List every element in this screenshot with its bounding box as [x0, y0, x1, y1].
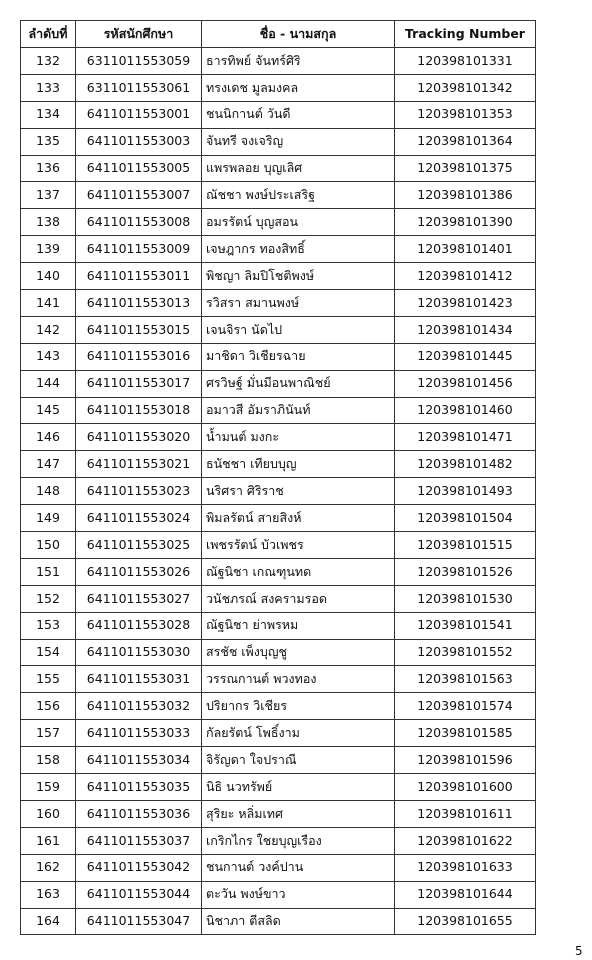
cell-name: พิมลรัตน์ สายสิงห์ — [202, 505, 395, 532]
cell-name: แพรพลอย บุญเลิศ — [202, 155, 395, 182]
cell-tracking: 120398101331 — [395, 48, 536, 75]
table-row — [21, 612, 536, 639]
cell-tracking: 120398101515 — [395, 532, 536, 559]
cell-tracking: 120398101493 — [395, 478, 536, 505]
cell-name: เกริกไกร ใชยบุญเรือง — [202, 827, 395, 854]
table-row — [21, 101, 536, 128]
cell-tracking: 120398101622 — [395, 827, 536, 854]
cell-no: 160 — [21, 800, 76, 827]
cell-name: กัลยรัตน์ โพธิ์งาม — [202, 720, 395, 747]
table-row — [21, 908, 536, 935]
header-student-id: รหัสนักศึกษา — [76, 21, 202, 48]
table-row — [21, 451, 536, 478]
cell-tracking: 120398101504 — [395, 505, 536, 532]
cell-student-id: 6411011553007 — [76, 182, 202, 209]
table-row — [21, 263, 536, 290]
table-header — [21, 21, 536, 48]
cell-tracking: 120398101526 — [395, 558, 536, 585]
table-row — [21, 128, 536, 155]
cell-no: 162 — [21, 854, 76, 881]
cell-tracking: 120398101434 — [395, 316, 536, 343]
cell-no: 159 — [21, 774, 76, 801]
cell-tracking: 120398101364 — [395, 128, 536, 155]
cell-student-id: 6411011553036 — [76, 800, 202, 827]
table-body — [21, 48, 536, 935]
cell-student-id: 6411011553008 — [76, 209, 202, 236]
cell-tracking: 120398101423 — [395, 290, 536, 317]
cell-name: ปริยากร วิเชียร — [202, 693, 395, 720]
cell-tracking: 120398101342 — [395, 74, 536, 101]
table-row — [21, 155, 536, 182]
table-row — [21, 478, 536, 505]
cell-student-id: 6411011553009 — [76, 236, 202, 263]
cell-tracking: 120398101401 — [395, 236, 536, 263]
cell-no: 150 — [21, 532, 76, 559]
cell-student-id: 6311011553059 — [76, 48, 202, 75]
cell-student-id: 6411011553015 — [76, 316, 202, 343]
table-row — [21, 720, 536, 747]
cell-tracking: 120398101445 — [395, 343, 536, 370]
cell-name: ชนนิกานต์ วันดี — [202, 101, 395, 128]
cell-no: 157 — [21, 720, 76, 747]
table-row — [21, 854, 536, 881]
cell-name: ธารทิพย์ จันทร์ศิริ — [202, 48, 395, 75]
cell-name: เจษฎากร ทองสิทธิ์ — [202, 236, 395, 263]
cell-student-id: 6411011553018 — [76, 397, 202, 424]
table-row — [21, 558, 536, 585]
cell-no: 163 — [21, 881, 76, 908]
cell-student-id: 6411011553024 — [76, 505, 202, 532]
cell-name: วรรณกานต์ พวงทอง — [202, 666, 395, 693]
cell-no: 144 — [21, 370, 76, 397]
cell-no: 151 — [21, 558, 76, 585]
cell-name: ตะวัน พงษ์ขาว — [202, 881, 395, 908]
header-row — [21, 21, 536, 48]
table-row — [21, 343, 536, 370]
cell-student-id: 6311011553061 — [76, 74, 202, 101]
cell-student-id: 6411011553027 — [76, 585, 202, 612]
cell-student-id: 6411011553005 — [76, 155, 202, 182]
cell-no: 132 — [21, 48, 76, 75]
cell-name: นริศรา ศิริราช — [202, 478, 395, 505]
table-row — [21, 693, 536, 720]
cell-name: น้ำมนต์ มงกะ — [202, 424, 395, 451]
cell-tracking: 120398101386 — [395, 182, 536, 209]
cell-no: 143 — [21, 343, 76, 370]
table-row — [21, 774, 536, 801]
cell-student-id: 6411011553011 — [76, 263, 202, 290]
cell-tracking: 120398101390 — [395, 209, 536, 236]
document-sheet — [20, 20, 535, 935]
cell-student-id: 6411011553021 — [76, 451, 202, 478]
cell-no: 136 — [21, 155, 76, 182]
table-row — [21, 666, 536, 693]
cell-name: จันทรี จงเจริญ — [202, 128, 395, 155]
cell-no: 164 — [21, 908, 76, 935]
table-row — [21, 209, 536, 236]
cell-name: จิรัญดา ใจปราณี — [202, 747, 395, 774]
cell-student-id: 6411011553037 — [76, 827, 202, 854]
cell-student-id: 6411011553030 — [76, 639, 202, 666]
cell-student-id: 6411011553032 — [76, 693, 202, 720]
cell-tracking: 120398101541 — [395, 612, 536, 639]
cell-no: 156 — [21, 693, 76, 720]
table-row — [21, 800, 536, 827]
table-row — [21, 639, 536, 666]
table-row — [21, 747, 536, 774]
cell-tracking: 120398101611 — [395, 800, 536, 827]
cell-student-id: 6411011553001 — [76, 101, 202, 128]
cell-name: พิชญา ลิมปิโชติพงษ์ — [202, 263, 395, 290]
cell-name: สรชัช เพ็งบุญชู — [202, 639, 395, 666]
cell-name: สุริยะ หลิ่มเทศ — [202, 800, 395, 827]
cell-name: ทรงเดช มูลมงคล — [202, 74, 395, 101]
table-row — [21, 370, 536, 397]
cell-student-id: 6411011553047 — [76, 908, 202, 935]
cell-student-id: 6411011553042 — [76, 854, 202, 881]
table-row — [21, 532, 536, 559]
cell-no: 146 — [21, 424, 76, 451]
cell-no: 133 — [21, 74, 76, 101]
cell-tracking: 120398101644 — [395, 881, 536, 908]
cell-name: ชนกานต์ วงค์ปาน — [202, 854, 395, 881]
header-name: ชื่อ - นามสกุล — [202, 21, 395, 48]
table-row — [21, 424, 536, 451]
cell-name: ณัฐนิชา ย่าพรหม — [202, 612, 395, 639]
table-row — [21, 236, 536, 263]
cell-no: 142 — [21, 316, 76, 343]
cell-tracking: 120398101375 — [395, 155, 536, 182]
cell-no: 148 — [21, 478, 76, 505]
cell-no: 141 — [21, 290, 76, 317]
cell-tracking: 120398101585 — [395, 720, 536, 747]
cell-name: อมรรัตน์ บุญสอน — [202, 209, 395, 236]
cell-no: 154 — [21, 639, 76, 666]
cell-name: นิชาภา ตีสลิด — [202, 908, 395, 935]
cell-no: 135 — [21, 128, 76, 155]
table-row — [21, 48, 536, 75]
cell-name: วนัชภรณ์ สงครามรอด — [202, 585, 395, 612]
table-row — [21, 290, 536, 317]
cell-student-id: 6411011553026 — [76, 558, 202, 585]
cell-no: 140 — [21, 263, 76, 290]
cell-tracking: 120398101471 — [395, 424, 536, 451]
cell-student-id: 6411011553034 — [76, 747, 202, 774]
cell-no: 158 — [21, 747, 76, 774]
cell-student-id: 6411011553035 — [76, 774, 202, 801]
cell-student-id: 6411011553031 — [76, 666, 202, 693]
cell-no: 137 — [21, 182, 76, 209]
cell-no: 152 — [21, 585, 76, 612]
table-row — [21, 881, 536, 908]
cell-no: 147 — [21, 451, 76, 478]
cell-name: ณัชชา พงษ์ประเสริฐ — [202, 182, 395, 209]
cell-tracking: 120398101482 — [395, 451, 536, 478]
cell-student-id: 6411011553025 — [76, 532, 202, 559]
cell-tracking: 120398101633 — [395, 854, 536, 881]
cell-no: 161 — [21, 827, 76, 854]
cell-student-id: 6411011553028 — [76, 612, 202, 639]
table-row — [21, 182, 536, 209]
cell-no: 149 — [21, 505, 76, 532]
cell-tracking: 120398101600 — [395, 774, 536, 801]
cell-no: 155 — [21, 666, 76, 693]
cell-tracking: 120398101563 — [395, 666, 536, 693]
cell-no: 134 — [21, 101, 76, 128]
cell-student-id: 6411011553033 — [76, 720, 202, 747]
cell-student-id: 6411011553013 — [76, 290, 202, 317]
header-no: ลำดับที่ — [21, 21, 76, 48]
cell-tracking: 120398101552 — [395, 639, 536, 666]
table-row — [21, 827, 536, 854]
cell-name: เจนจิรา นัดไป — [202, 316, 395, 343]
cell-name: มาชิดา วิเชียรฉาย — [202, 343, 395, 370]
cell-name: เพชรรัตน์ บัวเพชร — [202, 532, 395, 559]
cell-name: ศรวิษฐ์ มั่นมีอนพาณิชย์ — [202, 370, 395, 397]
cell-no: 153 — [21, 612, 76, 639]
cell-tracking: 120398101530 — [395, 585, 536, 612]
cell-name: รวิสรา สมานพงษ์ — [202, 290, 395, 317]
cell-no: 139 — [21, 236, 76, 263]
tracking-table — [20, 20, 536, 935]
cell-tracking: 120398101412 — [395, 263, 536, 290]
table-row — [21, 505, 536, 532]
cell-student-id: 6411011553017 — [76, 370, 202, 397]
header-tracking: Tracking Number — [395, 21, 536, 48]
table-row — [21, 585, 536, 612]
cell-name: ธนัชชา เทียบบุญ — [202, 451, 395, 478]
cell-student-id: 6411011553023 — [76, 478, 202, 505]
cell-tracking: 120398101574 — [395, 693, 536, 720]
cell-no: 138 — [21, 209, 76, 236]
cell-name: นิธิ นวทรัพย์ — [202, 774, 395, 801]
cell-student-id: 6411011553016 — [76, 343, 202, 370]
cell-student-id: 6411011553003 — [76, 128, 202, 155]
cell-student-id: 6411011553020 — [76, 424, 202, 451]
cell-name: อมาวสี อัมราภินันท์ — [202, 397, 395, 424]
table-row — [21, 316, 536, 343]
cell-tracking: 120398101596 — [395, 747, 536, 774]
cell-student-id: 6411011553044 — [76, 881, 202, 908]
table-row — [21, 397, 536, 424]
cell-tracking: 120398101353 — [395, 101, 536, 128]
cell-tracking: 120398101460 — [395, 397, 536, 424]
page-number: 5 — [575, 944, 583, 958]
cell-tracking: 120398101456 — [395, 370, 536, 397]
table-row — [21, 74, 536, 101]
cell-no: 145 — [21, 397, 76, 424]
cell-name: ณัฐนิชา เกณฑุนทด — [202, 558, 395, 585]
cell-tracking: 120398101655 — [395, 908, 536, 935]
